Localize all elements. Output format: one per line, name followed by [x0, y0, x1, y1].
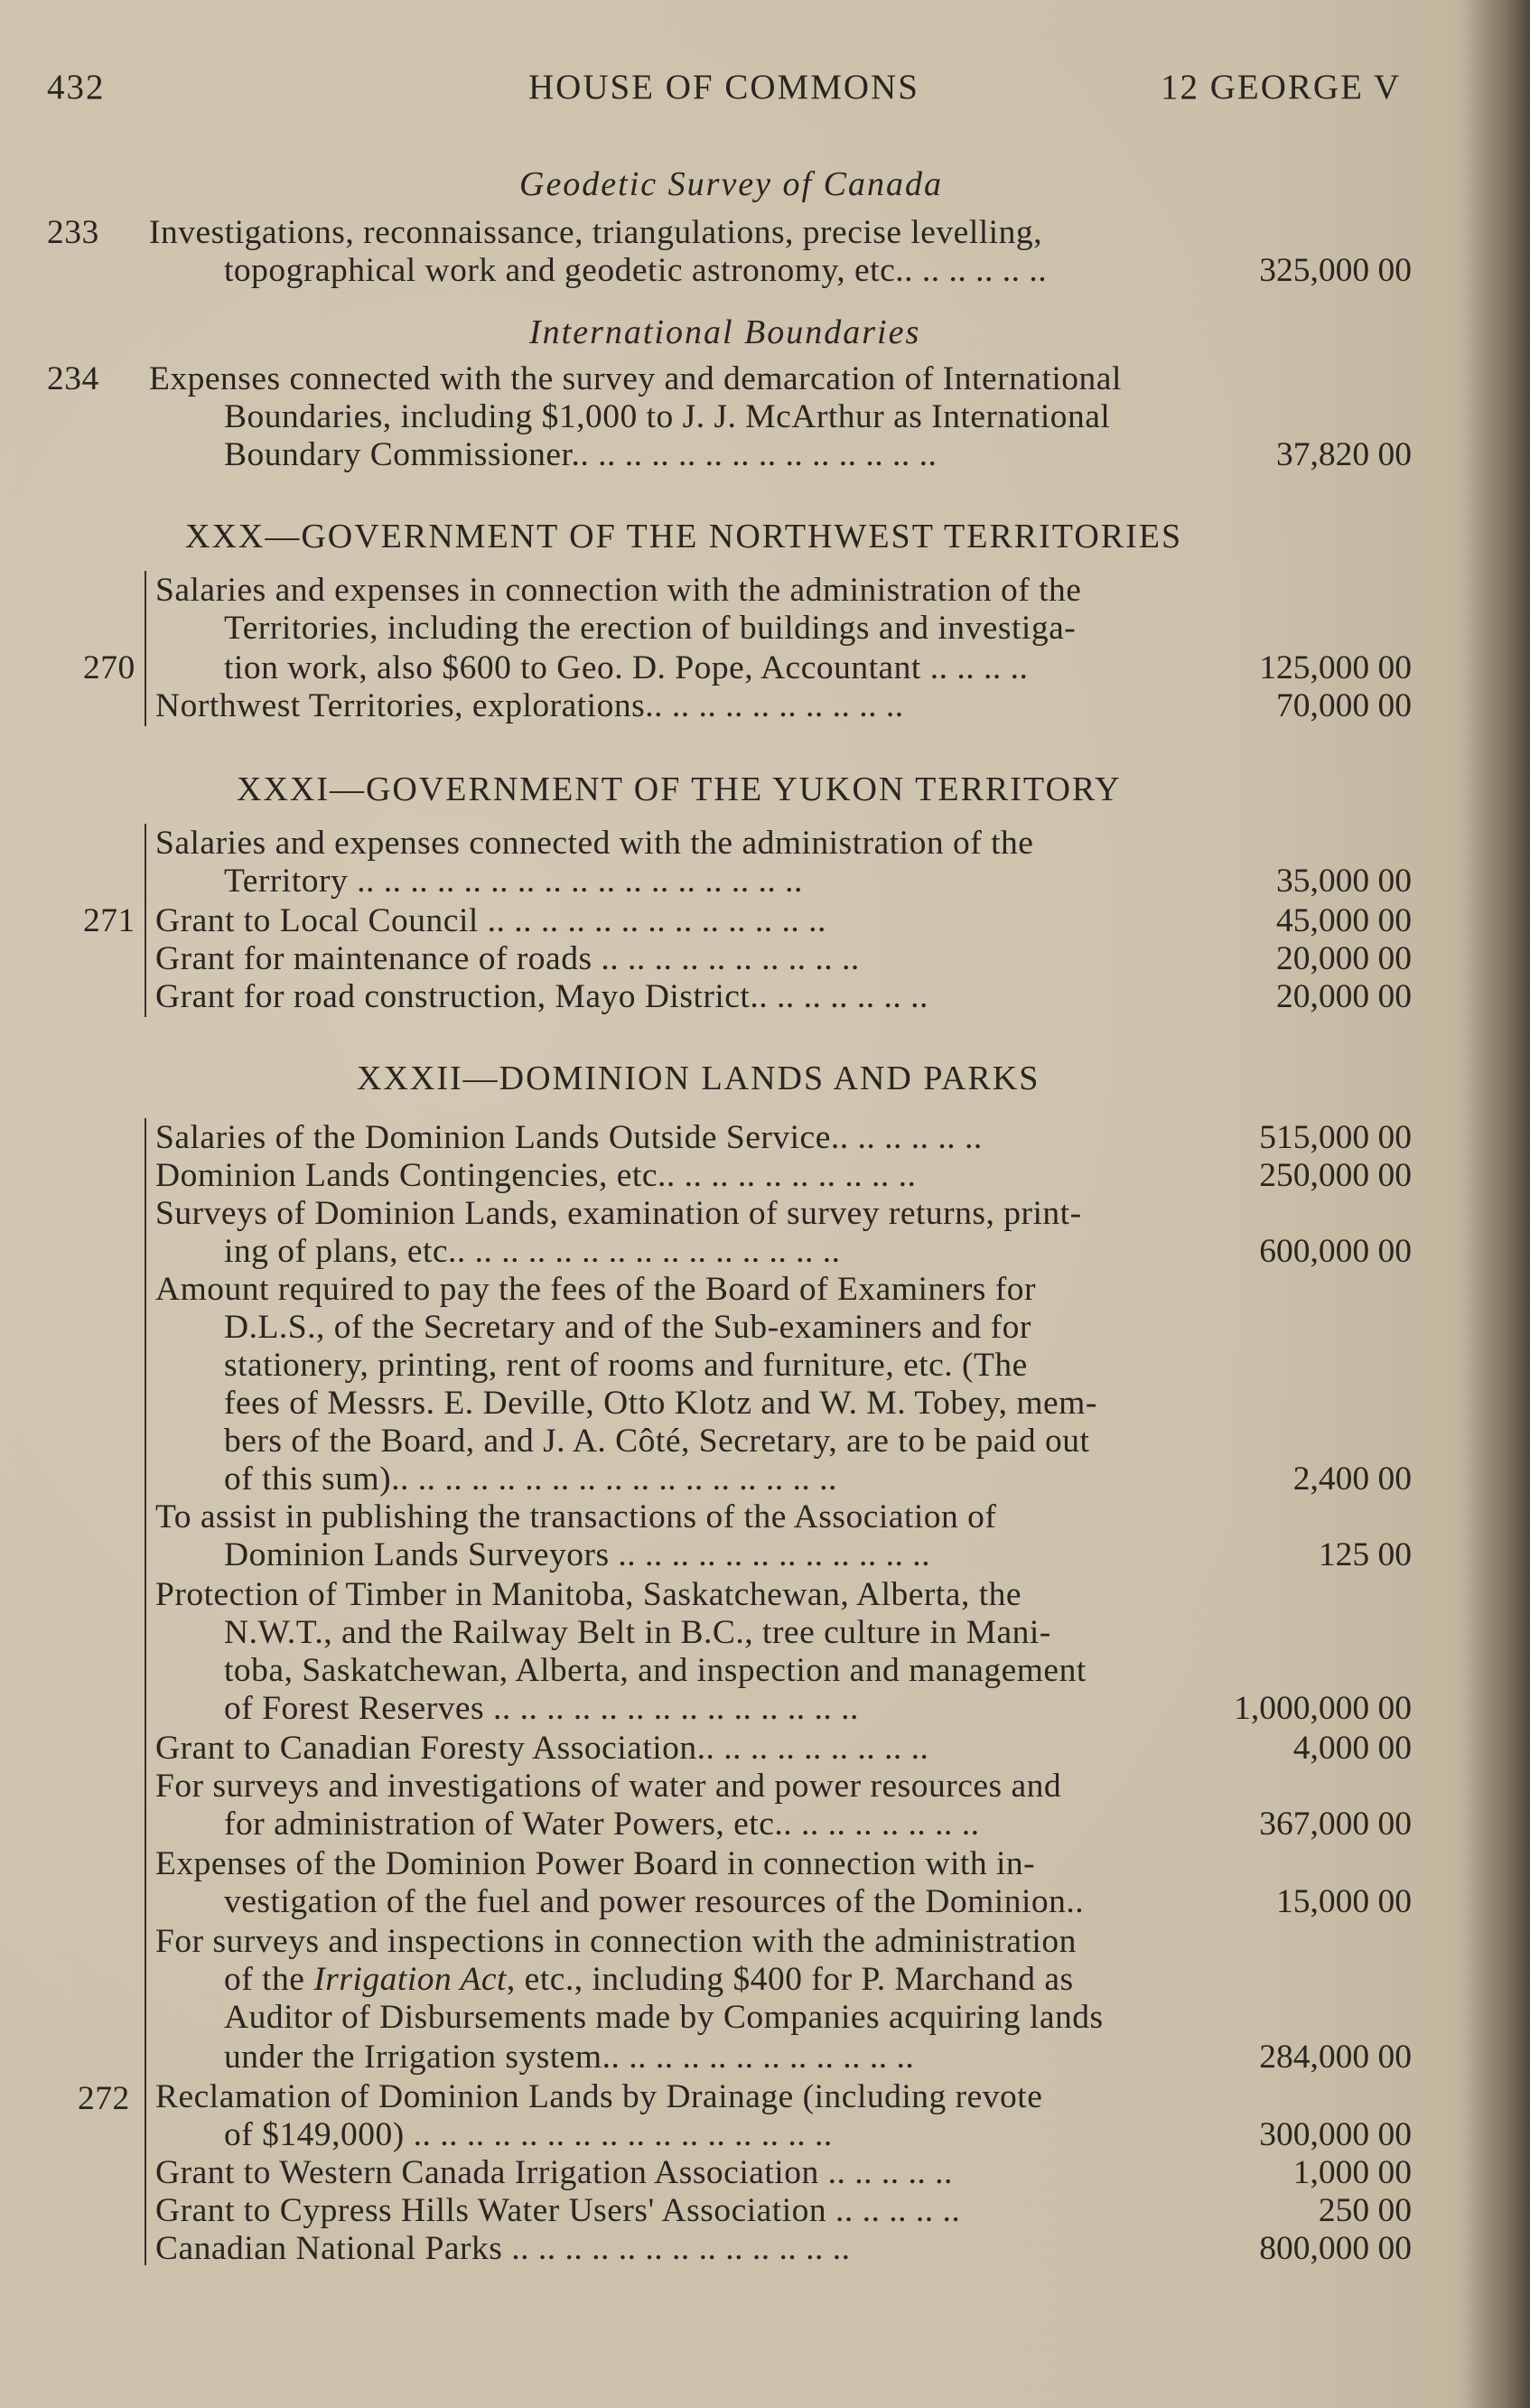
item-text: Boundaries, including $1,000 to J. J. McArthur as International — [224, 398, 1111, 435]
item-text: of $149,000) .. .. .. .. .. .. .. .. .. .. .. .. .. .. .. .. — [224, 2116, 833, 2153]
item-text: Grant to Local Council .. .. .. .. .. .. .. .. .. .. .. .. .. — [155, 902, 826, 939]
item-text: Auditor of Disbursements made by Companies acquiring lands — [224, 1999, 1104, 2036]
item-text: Amount required to pay the fees of the Board of Examiners for — [155, 1271, 1036, 1308]
amount: 1,000 00 — [1292, 2154, 1412, 2191]
page-number: 432 — [47, 68, 106, 107]
item-text: of Forest Reserves .. .. .. .. .. .. .. .. .. .. .. .. .. .. — [224, 1690, 859, 1727]
item-text: Territories, including the erection of buildings and investiga- — [224, 610, 1077, 647]
item-text: Territory .. .. .. .. .. .. .. .. .. .. .. .. .. .. .. .. .. — [224, 863, 803, 900]
item-text: Expenses of the Dominion Power Board in connection with in- — [155, 1845, 1036, 1882]
brace — [145, 1118, 146, 2265]
amount: 600,000 00 — [1259, 1233, 1412, 1270]
amount: 2,400 00 — [1292, 1461, 1412, 1498]
geodetic-heading: Geodetic Survey of Canada — [519, 165, 943, 203]
amount: 250 00 — [1318, 2192, 1412, 2229]
section-heading: XXX—GOVERNMENT OF THE NORTHWEST TERRITORIES — [185, 518, 1183, 555]
amount: 45,000 00 — [1276, 902, 1412, 939]
item-text: Canadian National Parks .. .. .. .. .. .. .. .. .. .. .. .. .. — [155, 2230, 851, 2267]
item-text: For surveys and investigations of water and power resources and — [155, 1768, 1062, 1805]
item-text: Dominion Lands Surveyors .. .. .. .. .. .. .. .. .. .. .. .. — [224, 1536, 931, 1573]
page-title: HOUSE OF COMMONS — [528, 68, 919, 107]
amount: 284,000 00 — [1259, 2039, 1412, 2076]
amount: 37,820 00 — [1276, 436, 1412, 473]
item-text: of this sum).. .. .. .. .. .. .. .. .. .. .. .. .. .. .. .. .. — [224, 1461, 837, 1498]
amount: 800,000 00 — [1259, 2230, 1412, 2267]
item-text — [224, 1960, 1074, 1999]
item-text: under the Irrigation system.. .. .. .. .. .. .. .. .. .. .. .. — [224, 2039, 915, 2076]
international-heading: International Boundaries — [529, 313, 921, 351]
session-label: 12 GEORGE V — [1161, 68, 1402, 107]
item-text: bers of the Board, and J. A. Côté, Secretary, are to be paid out — [224, 1423, 1090, 1460]
item-text: Protection of Timber in Manitoba, Saskatchewan, Alberta, the — [155, 1576, 1022, 1613]
amount: 1,000,000 00 — [1234, 1690, 1412, 1727]
amount: 20,000 00 — [1276, 978, 1412, 1015]
item-text: To assist in publishing the transactions of the Association of — [155, 1498, 997, 1535]
amount: 250,000 00 — [1259, 1157, 1412, 1194]
item-text: ing of plans, etc.. .. .. .. .. .. .. .. .. .. .. .. .. .. .. — [224, 1233, 841, 1270]
item-text: Grant to Cypress Hills Water Users' Association .. .. .. .. .. — [155, 2192, 961, 2229]
item-text: toba, Saskatchewan, Alberta, and inspection and management — [224, 1652, 1087, 1689]
vote-number: 272 — [78, 2080, 130, 2117]
page-edge-shadow — [1467, 0, 1530, 2408]
item-text-italic: Irrigation Act — [313, 1961, 507, 1998]
vote-number: 271 — [83, 902, 135, 939]
amount: 515,000 00 — [1259, 1119, 1412, 1156]
item-text: Expenses connected with the survey and demarcation of International — [149, 360, 1122, 397]
item-text: fees of Messrs. E. Deville, Otto Klotz and W. M. Tobey, mem- — [224, 1385, 1097, 1422]
item-text: topographical work and geodetic astronomy, etc.. .. .. .. .. .. — [224, 252, 1048, 289]
item-text: Dominion Lands Contingencies, etc.. .. .. .. .. .. .. .. .. .. — [155, 1157, 917, 1194]
brace — [145, 824, 146, 1017]
item-text: stationery, printing, rent of rooms and furniture, etc. (The — [224, 1347, 1028, 1384]
amount: 300,000 00 — [1259, 2116, 1412, 2153]
item-text: Grant to Western Canada Irrigation Association .. .. .. .. .. — [155, 2154, 953, 2191]
amount: 125,000 00 — [1259, 649, 1412, 686]
amount: 15,000 00 — [1276, 1883, 1412, 1920]
vote-number: 270 — [83, 649, 135, 686]
item-text: Surveys of Dominion Lands, examination of survey returns, print- — [155, 1195, 1082, 1232]
amount: 70,000 00 — [1276, 687, 1412, 724]
item-text: tion work, also $600 to Geo. D. Pope, Accountant .. .. .. .. — [224, 649, 1029, 686]
item-text: D.L.S., of the Secretary and of the Sub-examiners and for — [224, 1309, 1031, 1346]
item-text: Grant to Canadian Foresty Association.. .. .. .. .. .. .. .. .. — [155, 1730, 929, 1767]
amount: 4,000 00 — [1292, 1730, 1412, 1767]
item-text: For surveys and inspections in connection with the administration — [155, 1923, 1077, 1960]
vote-number: 234 — [47, 360, 99, 397]
item-text: for administration of Water Powers, etc.. .. .. .. .. .. .. .. — [224, 1806, 980, 1843]
item-text: N.W.T., and the Railway Belt in B.C., tree culture in Mani- — [224, 1614, 1051, 1651]
item-text: Boundary Commissioner.. .. .. .. .. .. .. .. .. .. .. .. .. .. — [224, 436, 938, 473]
item-text-part: of the — [224, 1961, 314, 1998]
brace — [145, 571, 146, 726]
amount: 125 00 — [1318, 1536, 1412, 1573]
item-text: Investigations, reconnaissance, triangulations, precise levelling, — [149, 214, 1042, 251]
amount: 20,000 00 — [1276, 940, 1412, 977]
item-text: Salaries and expenses in connection with the administration of the — [155, 572, 1082, 609]
item-text: Northwest Territories, explorations.. .. .. .. .. .. .. .. .. .. — [155, 687, 904, 724]
section-heading: XXXII—DOMINION LANDS AND PARKS — [357, 1059, 1040, 1097]
item-text-part: , etc., including $400 for P. Marchand as — [506, 1961, 1074, 1998]
item-text: Salaries of the Dominion Lands Outside Service.. .. .. .. .. .. — [155, 1119, 983, 1156]
item-text: Grant for maintenance of roads .. .. .. .. .. .. .. .. .. .. — [155, 940, 860, 977]
item-text: Reclamation of Dominion Lands by Drainage (including revote — [155, 2078, 1043, 2115]
item-text: Grant for road construction, Mayo District.. .. .. .. .. .. .. — [155, 978, 928, 1015]
section-heading: XXXI—GOVERNMENT OF THE YUKON TERRITORY — [237, 770, 1122, 808]
amount: 367,000 00 — [1259, 1806, 1412, 1843]
amount: 35,000 00 — [1276, 863, 1412, 900]
item-text: Salaries and expenses connected with the administration of the — [155, 825, 1034, 862]
vote-number: 233 — [47, 214, 99, 251]
amount: 325,000 00 — [1259, 252, 1412, 289]
item-text: vestigation of the fuel and power resources of the Dominion.. — [224, 1883, 1085, 1920]
